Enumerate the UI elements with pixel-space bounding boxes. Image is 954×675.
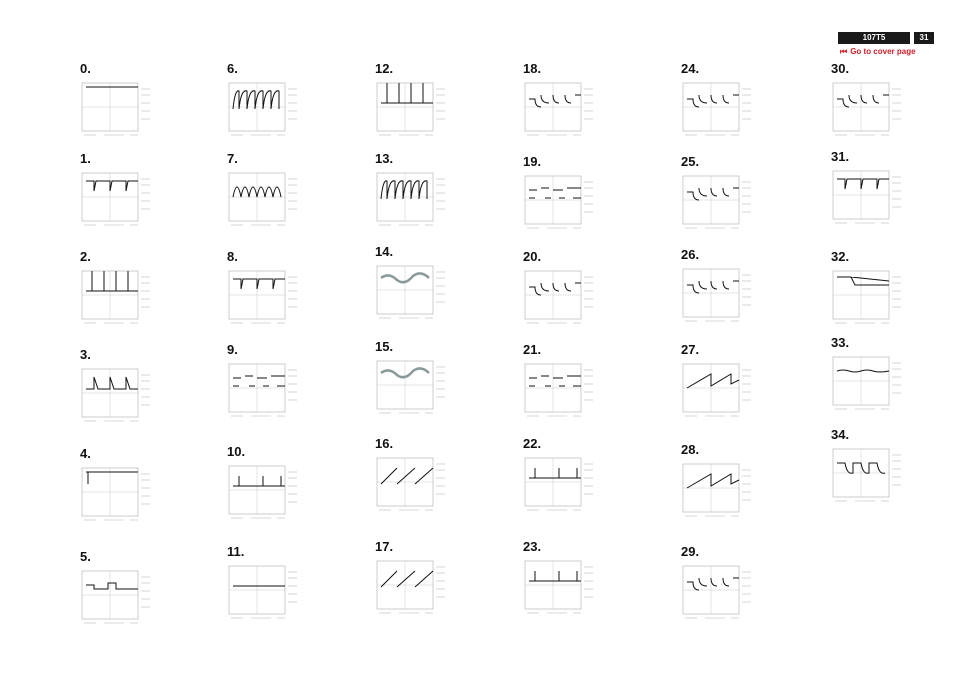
- waveform-number: 29.: [681, 544, 700, 559]
- waveform-panel: [375, 62, 495, 144]
- waveform-number: 27.: [681, 342, 700, 357]
- waveform-trace: [529, 95, 581, 107]
- waveform-trace: [529, 468, 581, 478]
- waveform-panel: [80, 550, 200, 632]
- skip-back-icon: ⏮: [840, 47, 848, 56]
- waveform-number: 1.: [80, 151, 91, 166]
- waveform-trace: [687, 281, 739, 293]
- waveform-trace: [381, 83, 433, 103]
- waveform-panel: [831, 250, 951, 332]
- waveform-trace: [529, 188, 581, 198]
- oscilloscope-screen: [375, 357, 449, 421]
- oscilloscope-screen: [227, 360, 301, 424]
- waveform-panel: [80, 152, 200, 234]
- waveform-trace: [86, 472, 138, 484]
- waveform-number: 9.: [227, 342, 238, 357]
- waveform-trace: [86, 181, 138, 191]
- waveform-panel: [831, 428, 951, 510]
- waveform-trace: [381, 468, 433, 484]
- waveform-trace: [529, 283, 581, 295]
- waveform-number: 25.: [681, 154, 700, 169]
- waveform-panel: [227, 62, 347, 144]
- waveform-panel: [227, 545, 347, 627]
- waveform-number: 7.: [227, 151, 238, 166]
- waveform-panel: [681, 443, 801, 525]
- waveform-trace: [687, 578, 739, 590]
- oscilloscope-screen: [523, 172, 597, 236]
- waveform-panel: [375, 340, 495, 422]
- waveform-panel: [523, 540, 643, 622]
- waveform-number: 34.: [831, 427, 850, 442]
- waveform-trace: [86, 377, 138, 389]
- oscilloscope-screen: [80, 169, 154, 233]
- waveform-panel: [227, 152, 347, 234]
- oscilloscope-screen: [523, 79, 597, 143]
- oscilloscope-screen: [523, 267, 597, 331]
- waveform-panel: [227, 250, 347, 332]
- waveform-panel: [831, 62, 951, 144]
- waveform-number: 16.: [375, 436, 394, 451]
- page-number: 31: [914, 32, 934, 44]
- waveform-number: 33.: [831, 335, 850, 350]
- oscilloscope-screen: [80, 267, 154, 331]
- waveform-trace: [381, 571, 433, 587]
- waveform-panel: [375, 245, 495, 327]
- oscilloscope-screen: [375, 454, 449, 518]
- waveform-panel: [681, 248, 801, 330]
- waveform-trace: [86, 583, 138, 589]
- oscilloscope-screen: [227, 267, 301, 331]
- waveform-panel: [831, 336, 951, 418]
- waveform-panel: [523, 343, 643, 425]
- waveform-panel: [80, 447, 200, 529]
- waveform-number: 5.: [80, 549, 91, 564]
- waveform-panel: [523, 437, 643, 519]
- waveform-trace: [233, 476, 285, 486]
- waveform-number: 24.: [681, 61, 700, 76]
- waveform-panel: [227, 343, 347, 425]
- waveform-panel: [831, 150, 951, 232]
- oscilloscope-screen: [831, 353, 905, 417]
- waveform-number: 15.: [375, 339, 394, 354]
- oscilloscope-screen: [681, 265, 755, 329]
- waveform-number: 0.: [80, 61, 91, 76]
- waveform-panel: [523, 250, 643, 332]
- waveform-trace: [687, 95, 739, 107]
- oscilloscope-screen: [80, 365, 154, 429]
- waveform-trace: [233, 376, 285, 386]
- oscilloscope-screen: [227, 562, 301, 626]
- oscilloscope-screen: [681, 460, 755, 524]
- waveform-number: 26.: [681, 247, 700, 262]
- waveform-number: 21.: [523, 342, 542, 357]
- waveform-trace: [86, 271, 138, 291]
- waveform-panel: [375, 540, 495, 622]
- waveform-number: 2.: [80, 249, 91, 264]
- waveform-panel: [80, 62, 200, 144]
- oscilloscope-screen: [227, 169, 301, 233]
- model-badge: 107T5: [838, 32, 910, 44]
- waveform-trace: [687, 374, 739, 388]
- waveform-panel: [227, 445, 347, 527]
- oscilloscope-screen: [681, 360, 755, 424]
- oscilloscope-screen: [227, 462, 301, 526]
- waveform-trace: [837, 95, 889, 107]
- waveform-panel: [681, 155, 801, 237]
- waveform-number: 10.: [227, 444, 246, 459]
- oscilloscope-screen: [681, 79, 755, 143]
- waveform-number: 8.: [227, 249, 238, 264]
- oscilloscope-screen: [80, 567, 154, 631]
- waveform-panel: [681, 343, 801, 425]
- waveform-number: 31.: [831, 149, 850, 164]
- waveform-panel: [523, 155, 643, 237]
- waveform-number: 28.: [681, 442, 700, 457]
- waveform-trace: [233, 279, 285, 289]
- waveform-number: 4.: [80, 446, 91, 461]
- waveform-panel: [681, 545, 801, 627]
- waveform-number: 18.: [523, 61, 542, 76]
- oscilloscope-screen: [227, 79, 301, 143]
- waveform-panel: [80, 348, 200, 430]
- waveform-panel: [523, 62, 643, 144]
- oscilloscope-screen: [375, 557, 449, 621]
- waveform-panel: [80, 250, 200, 332]
- waveform-trace: [837, 277, 889, 285]
- waveform-trace: [529, 571, 581, 581]
- cover-link-label: Go to cover page: [850, 47, 916, 56]
- waveform-trace: [837, 370, 889, 372]
- waveform-number: 19.: [523, 154, 542, 169]
- oscilloscope-screen: [681, 562, 755, 626]
- oscilloscope-screen: [831, 267, 905, 331]
- go-to-cover-link[interactable]: [840, 47, 916, 57]
- waveform-number: 14.: [375, 244, 394, 259]
- oscilloscope-screen: [523, 454, 597, 518]
- waveform-number: 32.: [831, 249, 850, 264]
- waveform-number: 23.: [523, 539, 542, 554]
- waveform-number: 22.: [523, 436, 542, 451]
- waveform-number: 11.: [227, 544, 245, 559]
- oscilloscope-screen: [831, 445, 905, 509]
- oscilloscope-screen: [375, 79, 449, 143]
- waveform-trace: [381, 181, 427, 199]
- waveform-number: 30.: [831, 61, 850, 76]
- waveform-panel: [375, 437, 495, 519]
- oscilloscope-screen: [831, 79, 905, 143]
- waveform-trace: [233, 91, 279, 109]
- waveform-number: 13.: [375, 151, 394, 166]
- oscilloscope-screen: [375, 262, 449, 326]
- waveform-number: 3.: [80, 347, 91, 362]
- waveform-number: 20.: [523, 249, 542, 264]
- oscilloscope-screen: [523, 360, 597, 424]
- waveform-number: 6.: [227, 61, 238, 76]
- oscilloscope-screen: [831, 167, 905, 231]
- waveform-trace: [837, 179, 889, 189]
- oscilloscope-screen: [375, 169, 449, 233]
- waveform-number: 12.: [375, 61, 394, 76]
- waveform-panel: [681, 62, 801, 144]
- oscilloscope-screen: [523, 557, 597, 621]
- oscilloscope-screen: [80, 464, 154, 528]
- waveform-panel: [375, 152, 495, 234]
- oscilloscope-screen: [80, 79, 154, 143]
- waveform-trace: [687, 188, 739, 200]
- waveform-number: 17.: [375, 539, 394, 554]
- oscilloscope-screen: [681, 172, 755, 236]
- waveform-trace: [687, 474, 739, 488]
- waveform-trace: [529, 376, 581, 386]
